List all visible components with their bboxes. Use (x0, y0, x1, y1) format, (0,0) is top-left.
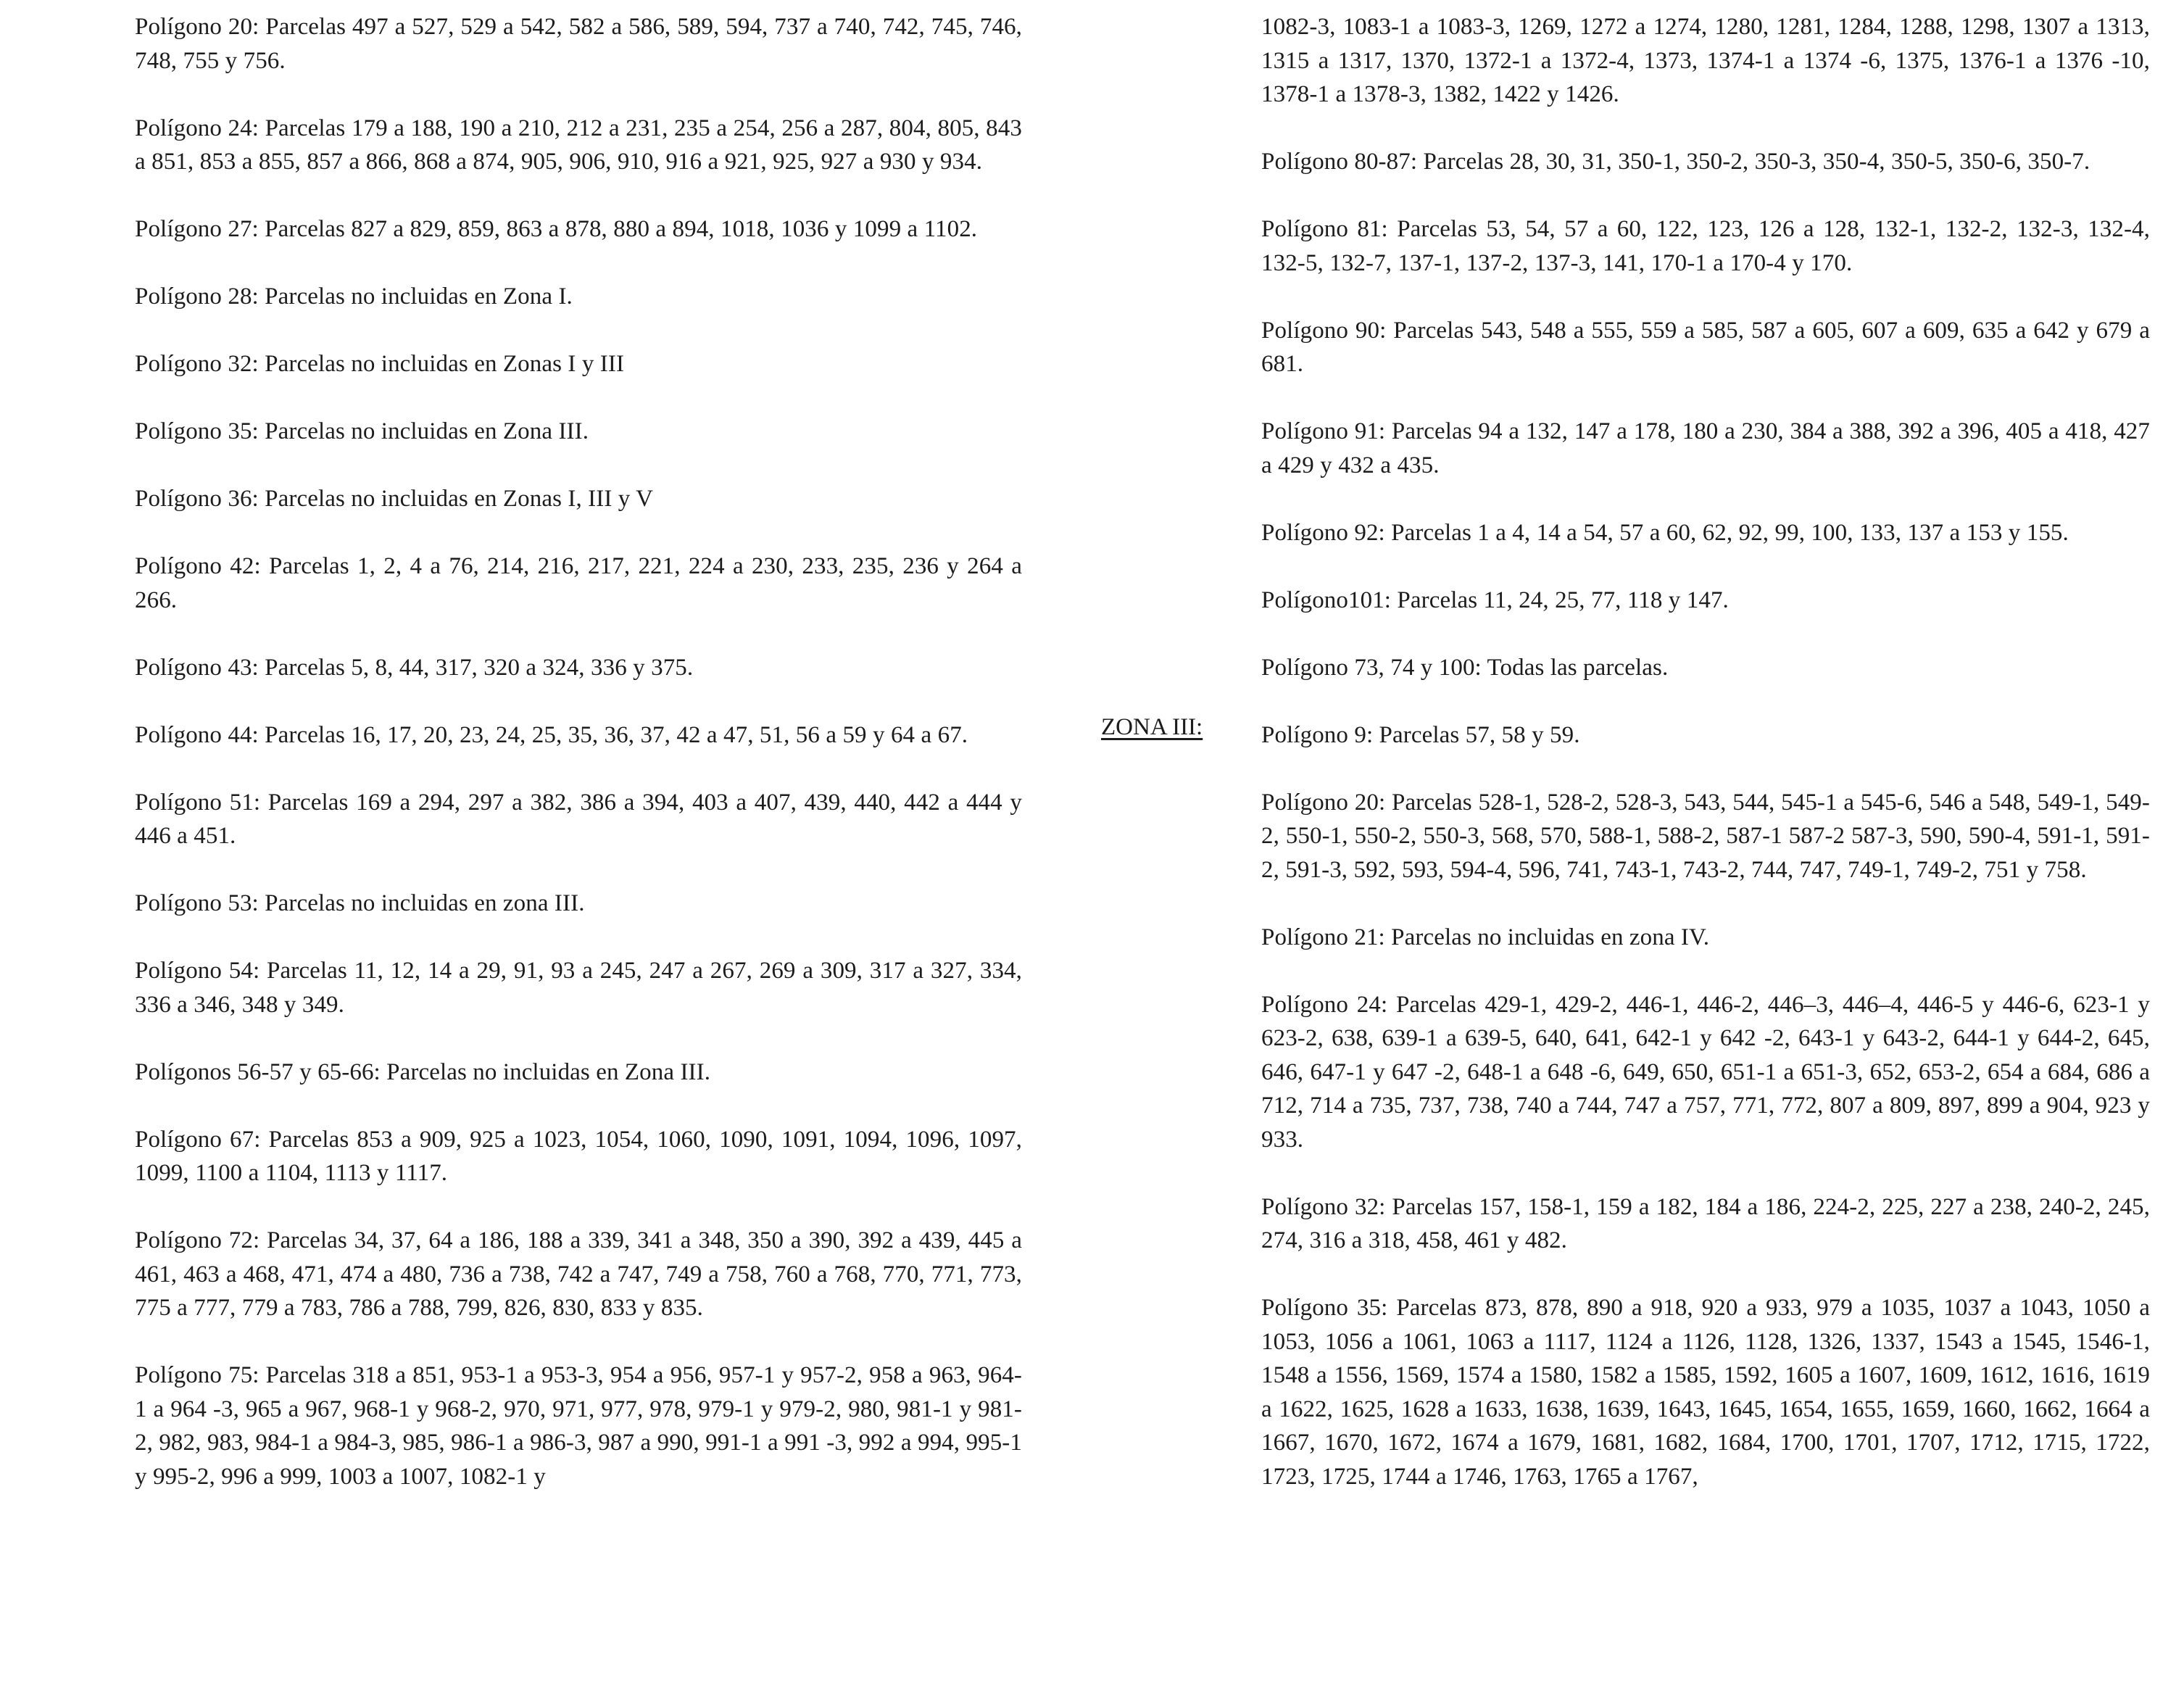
poligono-paragraph: Polígono 24: Parcelas 179 a 188, 190 a 210, 212 a 231, 235 a 254, 256 a 287, 804, 805, 843 a 851, 853 a 855, 857 a 866, 868 a 874, 905, 906, 910, 916 a 921, 925, 927 a 930 y 934. (135, 115, 1022, 175)
poligono-paragraph: Polígono 53: Parcelas no incluidas en zona III. (135, 890, 585, 916)
poligono-paragraph: Polígonos 56-57 y 65-66: Parcelas no incluidas en Zona III. (135, 1058, 711, 1085)
poligono-paragraph: Polígono 32: Parcelas 157, 158-1, 159 a 182, 184 a 186, 224-2, 225, 227 a 238, 240-2, 245, 274, 316 a 318, 458, 461 y 482. (1261, 1193, 2150, 1253)
poligono-paragraph: Polígono 43: Parcelas 5, 8, 44, 317, 320 a 324, 336 y 375. (135, 654, 694, 681)
poligono-paragraph: Polígono 21: Parcelas no incluidas en zona IV. (1261, 924, 1710, 950)
poligono-paragraph: Polígono 72: Parcelas 34, 37, 64 a 186, 188 a 339, 341 a 348, 350 a 390, 392 a 439, 445 a 461, 463 a 468, 471, 474 a 480, 736 a 738, 742 a 747, 749 a 758, 760 a 768, 770, 771, 773, 775 a 777, 779 a 783, 786 a 788, 799, 826, 830, 833 y 835. (135, 1227, 1022, 1321)
right-column (1261, 10, 2150, 1527)
poligono-paragraph: Polígono 44: Parcelas 16, 17, 20, 23, 24, 25, 35, 36, 37, 42 a 47, 51, 56 a 59 y 64 a 67. (135, 721, 968, 748)
poligono-paragraph: Polígono 92: Parcelas 1 a 4, 14 a 54, 57 a 60, 62, 92, 99, 100, 133, 137 a 153 y 155. (1261, 519, 2069, 546)
poligono-paragraph: Polígono 28: Parcelas no incluidas en Zona I. (135, 283, 573, 310)
poligono-paragraph: Polígono 54: Parcelas 11, 12, 14 a 29, 91, 93 a 245, 247 a 267, 269 a 309, 317 a 327, 334, 336 a 346, 348 y 349. (135, 958, 1022, 1018)
zona-iii-heading: ZONA III: (1101, 714, 1203, 740)
poligono-paragraph: Polígono 90: Parcelas 543, 548 a 555, 559 a 585, 587 a 605, 607 a 609, 635 a 642 y 679 a 681. (1261, 317, 2150, 377)
poligono-paragraph: Polígono 91: Parcelas 94 a 132, 147 a 178, 180 a 230, 384 a 388, 392 a 396, 405 a 418, 427 a 429 y 432 a 435. (1261, 418, 2150, 478)
poligono-paragraph: Polígono 75: Parcelas 318 a 851, 953-1 a 953-3, 954 a 956, 957-1 y 957-2, 958 a 963, 964-1 a 964 -3, 965 a 967, 968-1 y 968-2, 970, 971, 977, 978, 979-1 y 979-2, 980, 981-1 y 981-2, 982, 983, 984-1 a 984-3, 985, 986-1 a 986-3, 987 a 990, 991-1 a 991 -3, 992 a 994, 995-1 y 995-2, 996 a 999, 1003 a 1007, 1082-1 y (135, 1362, 1022, 1490)
poligono-paragraph: Polígono 35: Parcelas 873, 878, 890 a 918, 920 a 933, 979 a 1035, 1037 a 1043, 1050 a 1053, 1056 a 1061, 1063 a 1117, 1124 a 1126, 1128, 1326, 1337, 1543 a 1545, 1546-1, 1548 a 1556, 1569, 1574 a 1580, 1582 a 1585, 1592, 1605 a 1607, 1609, 1612, 1616, 1619 a 1622, 1625, 1628 a 1633, 1638, 1639, 1643, 1645, 1654, 1655, 1659, 1660, 1662, 1664 a 1667, 1670, 1672, 1674 a 1679, 1681, 1682, 1684, 1700, 1701, 1707, 1712, 1715, 1722, 1723, 1725, 1744 a 1746, 1763, 1765 a 1767, (1261, 1295, 2150, 1490)
poligono-paragraph: Polígono 35: Parcelas no incluidas en Zona III. (135, 418, 589, 444)
poligono-paragraph: 1082-3, 1083-1 a 1083-3, 1269, 1272 a 1274, 1280, 1281, 1284, 1288, 1298, 1307 a 1313, 1315 a 1317, 1370, 1372-1 a 1372-4, 1373, 1374-1 a 1374 -6, 1375, 1376-1 a 1376 -10, 1378-1 a 1378-3, 1382, 1422 y 1426. (1261, 14, 2150, 107)
poligono-paragraph: Polígono 24: Parcelas 429-1, 429-2, 446-1, 446-2, 446–3, 446–4, 446-5 y 446-6, 623-1 y 623-2, 638, 639-1 a 639-5, 640, 641, 642-1 y 642 -2, 643-1 y 643-2, 644-1 y 644-2, 645, 646, 647-1 y 647 -2, 648-1 a 648 -6, 649, 650, 651-1 a 651-3, 652, 653-2, 654 a 684, 686 a 712, 714 a 735, 737, 738, 740 a 744, 747 a 757, 771, 772, 807 a 809, 897, 899 a 904, 923 y 933. (1261, 991, 2150, 1153)
poligono-paragraph: Polígono 36: Parcelas no incluidas en Zonas I, III y V (135, 486, 654, 512)
poligono-paragraph: Polígono 27: Parcelas 827 a 829, 859, 863 a 878, 880 a 894, 1018, 1036 y 1099 a 1102. (135, 216, 978, 242)
poligono-paragraph: Polígono 67: Parcelas 853 a 909, 925 a 1023, 1054, 1060, 1090, 1091, 1094, 1096, 1097, 1099, 1100 a 1104, 1113 y 1117. (135, 1126, 1022, 1186)
poligono-paragraph: Polígono 20: Parcelas 528-1, 528-2, 528-3, 543, 544, 545-1 a 545-6, 546 a 548, 549-1, 549-2, 550-1, 550-2, 550-3, 568, 570, 588-1, 588-2, 587-1 587-2 587-3, 590, 590-4, 591-1, 591-2, 591-3, 592, 593, 594-4, 596, 741, 743-1, 743-2, 744, 747, 749-1, 749-2, 751 y 758. (1261, 789, 2150, 883)
poligono-paragraph: Polígono 81: Parcelas 53, 54, 57 a 60, 122, 123, 126 a 128, 132-1, 132-2, 132-3, 132-4, 132-5, 132-7, 137-1, 137-2, 137-3, 141, 170-1 a 170-4 y 170. (1261, 216, 2150, 276)
left-column (135, 10, 1022, 1527)
poligono-paragraph: Polígono 73, 74 y 100: Todas las parcelas. (1261, 654, 1669, 681)
poligono-paragraph: Polígono101: Parcelas 11, 24, 25, 77, 118 y 147. (1261, 586, 1729, 613)
poligono-paragraph: Polígono 51: Parcelas 169 a 294, 297 a 382, 386 a 394, 403 a 407, 439, 440, 442 a 444 y 446 a 451. (135, 789, 1022, 849)
poligono-paragraph: Polígono 32: Parcelas no incluidas en Zonas I y III (135, 351, 625, 377)
poligono-paragraph: Polígono 9: Parcelas 57, 58 y 59. (1261, 721, 1580, 748)
poligono-paragraph: Polígono 42: Parcelas 1, 2, 4 a 76, 214, 216, 217, 221, 224 a 230, 233, 235, 236 y 264 a 266. (135, 553, 1022, 613)
poligono-paragraph: Polígono 20: Parcelas 497 a 527, 529 a 542, 582 a 586, 589, 594, 737 a 740, 742, 745, 746, 748, 755 y 756. (135, 14, 1022, 74)
poligono-paragraph: Polígono 80-87: Parcelas 28, 30, 31, 350-1, 350-2, 350-3, 350-4, 350-5, 350-6, 350-7. (1261, 149, 2090, 175)
